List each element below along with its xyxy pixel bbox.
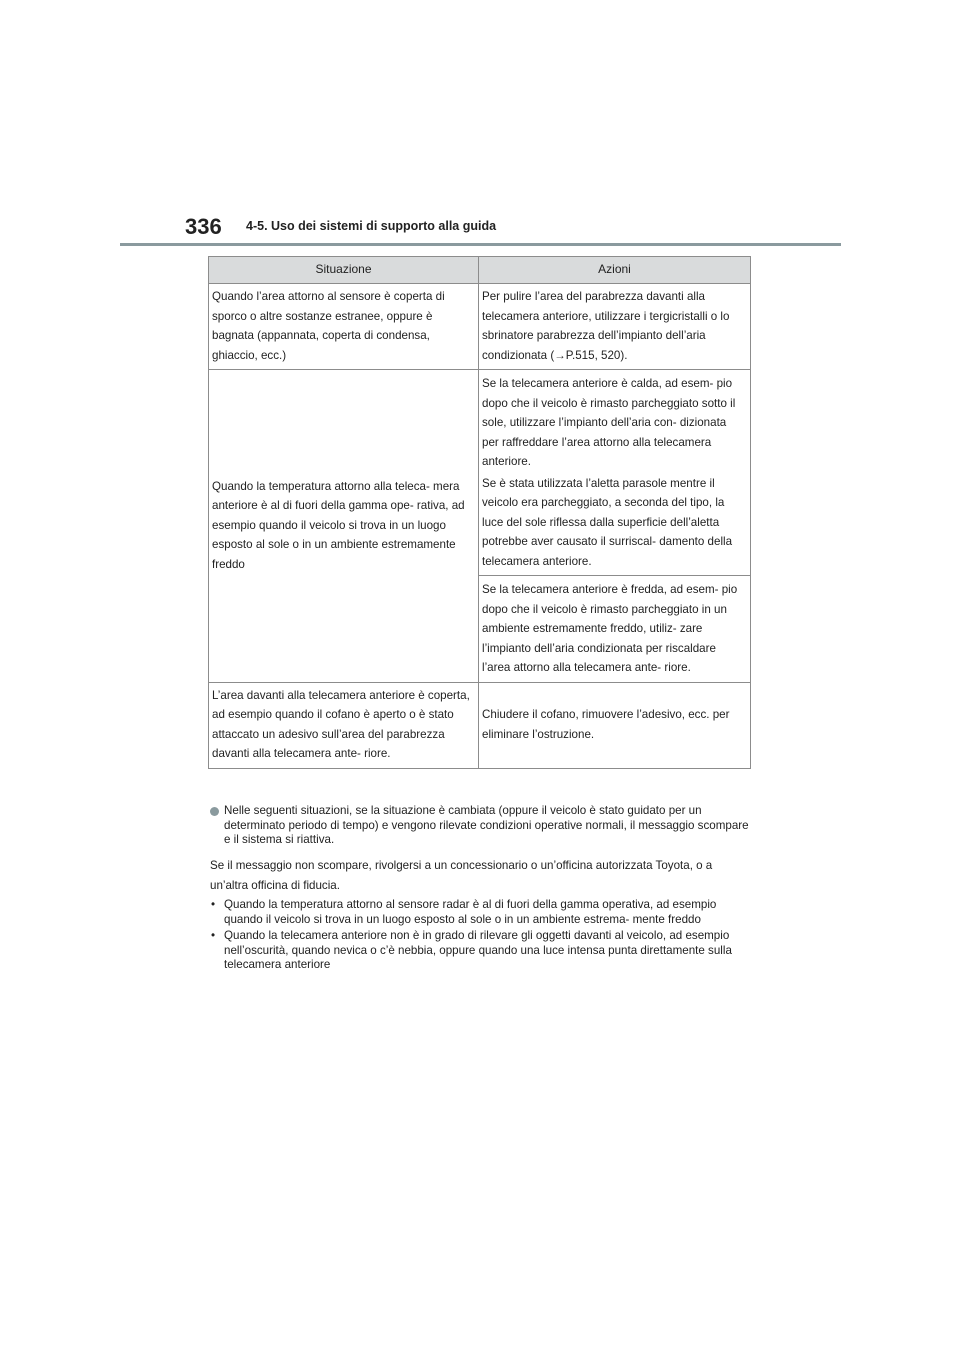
note-text: Nelle seguenti situazioni, se la situazione è cambiata (oppure il veicolo è stato guidato per un determinato periodo di tempo) e vengono rilevate condizioni operative normali, il messaggio scompare e il sistema si riattiva. xyxy=(224,804,749,846)
action-paragraph: Se è stata utilizzata l’aletta parasole mentre il veicolo era parcheggiato, a seconda del tipo, la luce del sole riflessa dalla superficie dell’aletta potrebbe aver causato il surriscal- damento della telecamera anteriore. xyxy=(482,476,733,568)
table-header-row xyxy=(209,257,751,284)
action-cell: Chiudere il cofano, rimuovere l’adesivo, ecc. per eliminare l’ostruzione. xyxy=(479,682,751,768)
list-bullet: • xyxy=(211,929,216,942)
list-item-text: Quando la temperatura attorno al sensore radar è al di fuori della gamma operativa, ad esempio quando il veicolo si trova in un luogo esposto al sole o in un ambiente estrema- mente freddo xyxy=(224,898,717,926)
header-rule xyxy=(120,243,841,246)
action-cell: Se la telecamera anteriore è fredda, ad esem- pio dopo che il veicolo è rimasto parcheggiato in un ambiente estremamente freddo, utiliz- zare l’impianto dell’aria condizionata per riscaldare l’area attorno alla telecamera ante- riore. xyxy=(479,576,751,683)
condition-list xyxy=(210,898,752,975)
action-cell xyxy=(479,370,751,576)
table-row xyxy=(209,284,751,370)
table-row xyxy=(209,682,751,768)
column-header-actions: Azioni xyxy=(479,257,751,284)
situations-table xyxy=(208,256,751,769)
note xyxy=(210,804,752,848)
page-number: 336 xyxy=(185,214,222,239)
situation-cell: L’area davanti alla telecamera anteriore è coperta, ad esempio quando il cofano è aperto o è stato attaccato un adesivo sull’area del parabrezza davanti alla telecamera ante- riore. xyxy=(209,682,479,768)
situation-cell: Quando l’area attorno al sensore è coperta di sporco o altre sostanze estranee, oppure è bagnata (appannata, coperta di condensa, ghiaccio, ecc.) xyxy=(209,284,479,370)
list-bullet: • xyxy=(211,898,216,911)
list-item xyxy=(210,929,752,973)
list-item xyxy=(210,898,752,927)
column-header-situation: Situazione xyxy=(209,257,479,284)
paragraph: Se il messaggio non scompare, rivolgersi a un concessionario o un’officina autorizzata Toyota, o a un’altra officina di fiducia. xyxy=(210,859,713,892)
list-item-text: Quando la telecamera anteriore non è in grado di rilevare gli oggetti davanti al veicolo, ad esempio nell’oscurità, quando nevica o c’è nebbia, oppure quando una luce intensa punta direttamente sulla telecamera anteriore xyxy=(224,929,732,971)
action-cell: Per pulire l’area del parabrezza davanti alla telecamera anteriore, utilizzare i tergicristalli o lo sbrinatore parabrezza dell’impianto dell’aria condizionata (→P.515, 520). xyxy=(479,284,751,370)
section-title: 4-5. Uso dei sistemi di supporto alla guida xyxy=(246,219,497,233)
situation-cell: Quando la temperatura attorno alla teleca- mera anteriore è al di fuori della gamma ope- rativa, ad esempio quando il veicolo si trova in un luogo esposto al sole o in un ambiente estremamente freddo xyxy=(209,370,479,683)
circle-bullet-icon xyxy=(210,807,219,816)
table-row xyxy=(209,370,751,576)
action-paragraph: Se la telecamera anteriore è calda, ad esem- pio dopo che il veicolo è rimasto parcheggiato sotto il sole, utilizzare l’impianto dell’aria con- dizionata per raffreddare l’area attorno alla telecamera anteriore. xyxy=(482,377,736,468)
